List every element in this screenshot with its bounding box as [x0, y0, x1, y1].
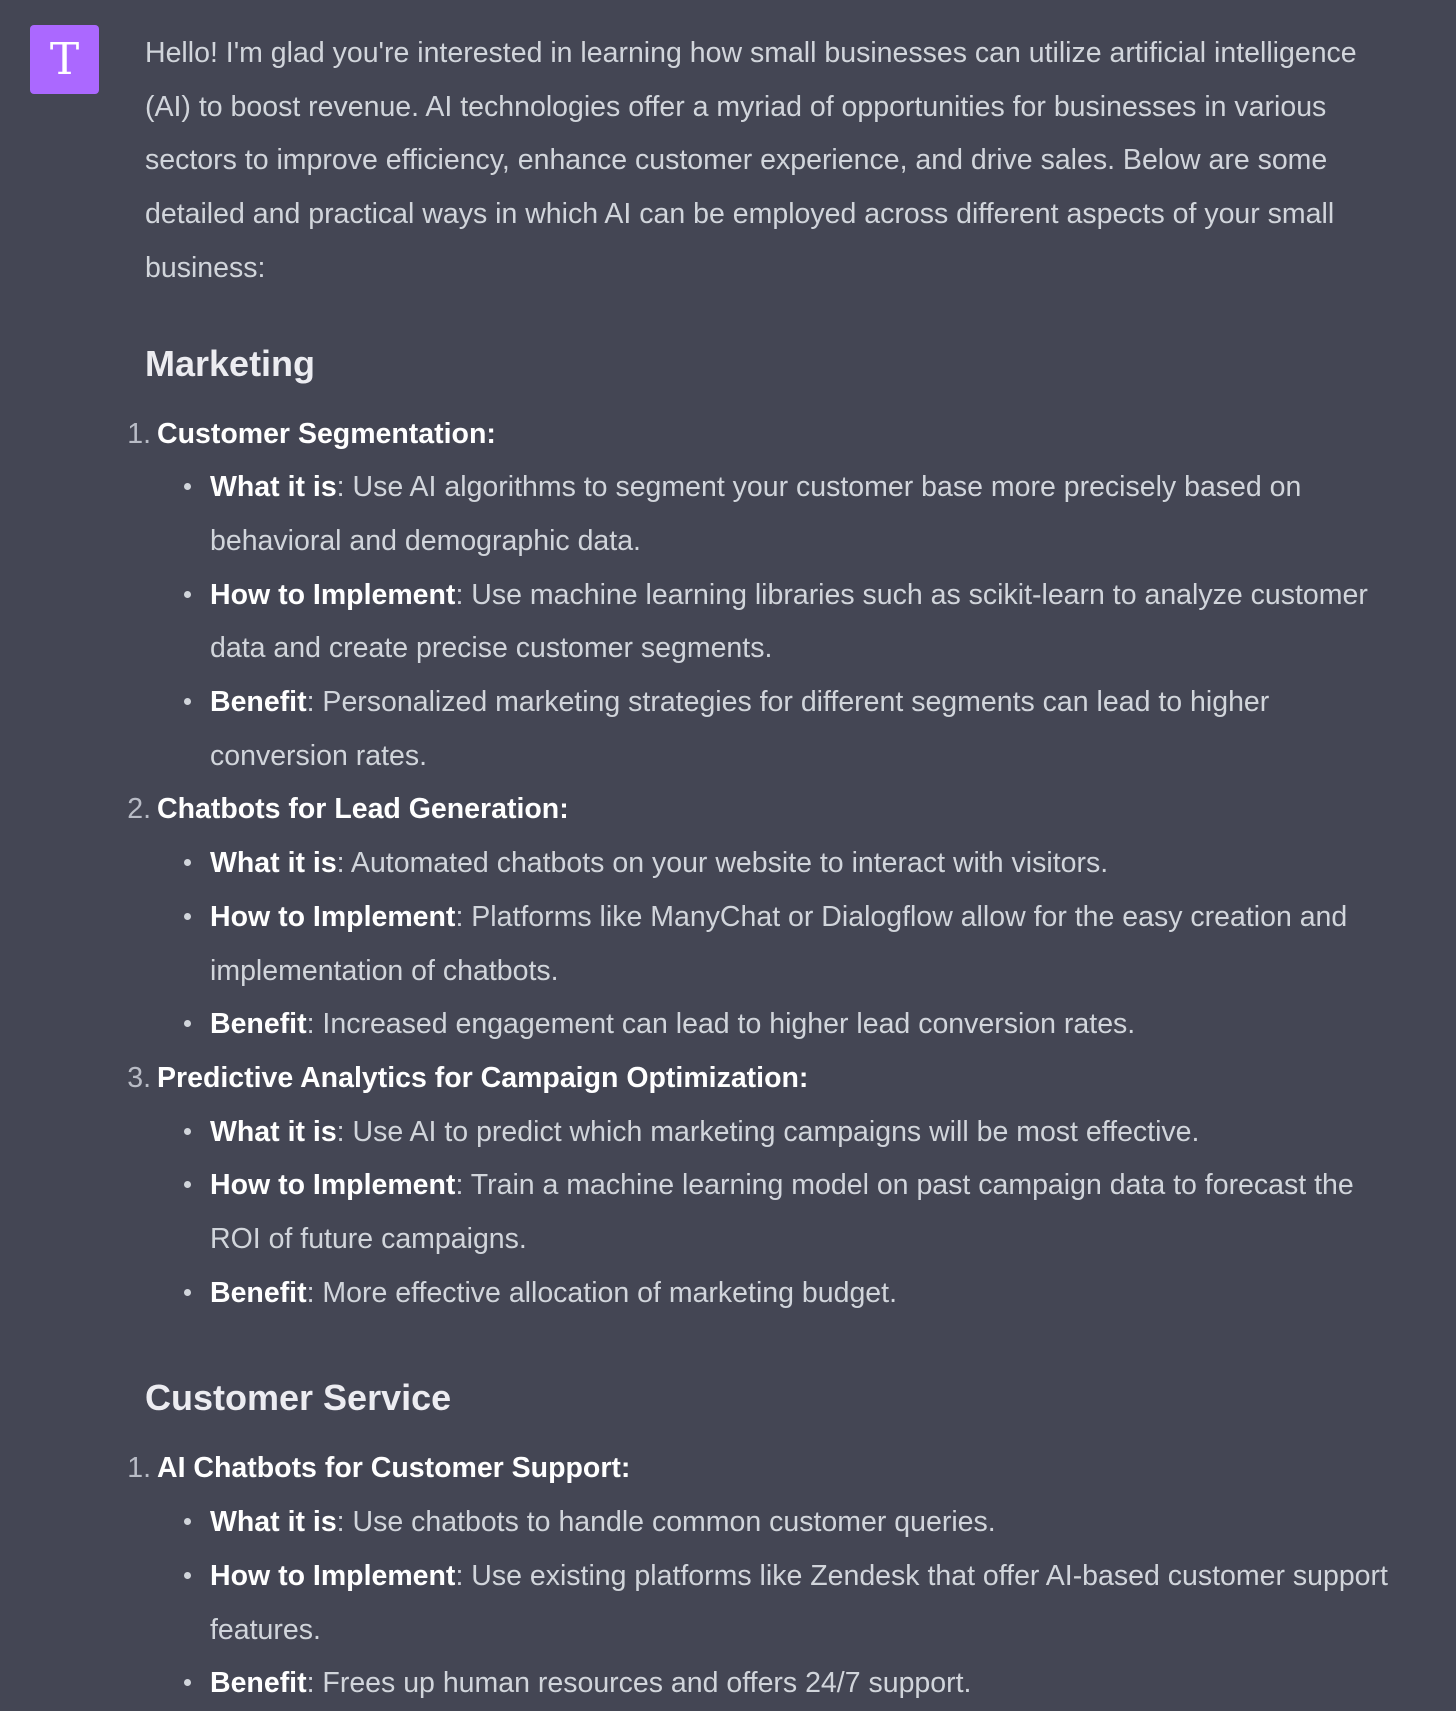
- sub-list-item: [210, 1159, 1400, 1266]
- point-text: : Use chatbots to handle common customer queries.: [336, 1506, 996, 1539]
- section-heading-customer-service: Customer Service: [145, 1377, 452, 1419]
- list-item: [127, 1442, 1400, 1711]
- list-item: [127, 783, 1400, 1052]
- section-heading-marketing: Marketing: [145, 342, 316, 384]
- point-text: : Platforms like ManyChat or Dialogflow allow for the easy creation and implementation of chatbots.: [210, 900, 1348, 987]
- bullet-icon: [184, 913, 191, 920]
- point-text: : Use machine learning libraries such as scikit-learn to analyze customer data and create precise customer segments.: [210, 578, 1368, 665]
- point-label: What it is: [210, 471, 337, 504]
- sub-list: [157, 1496, 1400, 1711]
- point-label: How to Implement: [210, 900, 456, 933]
- bullet-icon: [184, 1572, 191, 1579]
- bullet-icon: [184, 698, 191, 705]
- message-content: [127, 27, 1400, 1711]
- point-text: : Frees up human resources and offers 24/7 support.: [306, 1667, 972, 1700]
- sub-list-item: [210, 1496, 1400, 1550]
- point-text: : Train a machine learning model on past campaign data to forecast the ROI of future campaigns.: [210, 1169, 1354, 1256]
- point-label: What it is: [210, 1506, 337, 1539]
- point-label: Benefit: [210, 1276, 307, 1309]
- user-avatar: [30, 25, 99, 94]
- point-label: What it is: [210, 847, 337, 880]
- item-title: AI Chatbots for Customer Support:: [157, 1452, 631, 1485]
- sub-list-item: [210, 676, 1400, 783]
- point-text: : Automated chatbots on your website to interact with visitors.: [336, 847, 1109, 880]
- item-title: Chatbots for Lead Generation:: [157, 793, 569, 826]
- bullet-icon: [184, 591, 191, 598]
- list-number: 2.: [127, 793, 151, 826]
- bullet-icon: [184, 483, 191, 490]
- sub-list-item: [210, 837, 1400, 891]
- bullet-icon: [184, 1020, 191, 1027]
- customer-service-list: [127, 1442, 1400, 1711]
- point-label: Benefit: [210, 1667, 307, 1700]
- bullet-icon: [184, 1128, 191, 1135]
- bullet-icon: [184, 1181, 191, 1188]
- avatar-letter: T: [49, 33, 80, 85]
- bullet-icon: [184, 859, 191, 866]
- list-number: 1.: [127, 1452, 151, 1485]
- sub-list-item: [210, 891, 1400, 998]
- item-title: Customer Segmentation:: [157, 417, 496, 450]
- point-text: : Personalized marketing strategies for different segments can lead to higher conversion rates.: [210, 686, 1270, 772]
- point-label: Benefit: [210, 1008, 307, 1041]
- item-title: Predictive Analytics for Campaign Optimization:: [157, 1061, 809, 1094]
- sub-list-item: [210, 998, 1400, 1052]
- sub-list-item: [210, 1267, 1400, 1321]
- sub-list: [157, 837, 1400, 1052]
- point-label: How to Implement: [210, 1169, 456, 1202]
- list-number: 1.: [127, 417, 151, 450]
- bullet-icon: [184, 1289, 191, 1296]
- list-item: [127, 408, 1400, 784]
- list-number: 3.: [127, 1061, 151, 1094]
- sub-list-item: [210, 1657, 1400, 1711]
- bullet-icon: [184, 1518, 191, 1525]
- sub-list-item: [210, 1106, 1400, 1160]
- sub-list-item: [210, 461, 1400, 568]
- list-item: [127, 1052, 1400, 1321]
- point-text: : Increased engagement can lead to higher lead conversion rates.: [306, 1008, 1136, 1041]
- point-label: How to Implement: [210, 578, 456, 611]
- point-text: : More effective allocation of marketing budget.: [306, 1276, 897, 1309]
- point-text: : Use AI algorithms to segment your customer base more precisely based on behavioral and demographic data.: [210, 471, 1302, 557]
- point-text: : Use AI to predict which marketing campaigns will be most effective.: [336, 1115, 1200, 1148]
- point-text: : Use existing platforms like Zendesk that offer AI-based customer support features.: [210, 1559, 1388, 1646]
- sub-list: [157, 1106, 1400, 1321]
- point-label: Benefit: [210, 686, 307, 719]
- intro-paragraph: Hello! I'm glad you're interested in learning how small businesses can utilize artificial intelligence (AI) to boost revenue. AI technologies offer a myriad of opportunities for businesses in various sectors to improve efficiency, enhance customer experience, and drive sales. Below are some detailed and practical ways in which AI can be employed across different aspects of your small business:: [145, 37, 1357, 284]
- point-label: What it is: [210, 1115, 337, 1148]
- sub-list: [157, 461, 1400, 783]
- bullet-icon: [184, 1679, 191, 1686]
- sub-list-item: [210, 1550, 1400, 1657]
- sub-list-item: [210, 569, 1400, 676]
- point-label: How to Implement: [210, 1559, 456, 1592]
- marketing-list: [127, 408, 1400, 1321]
